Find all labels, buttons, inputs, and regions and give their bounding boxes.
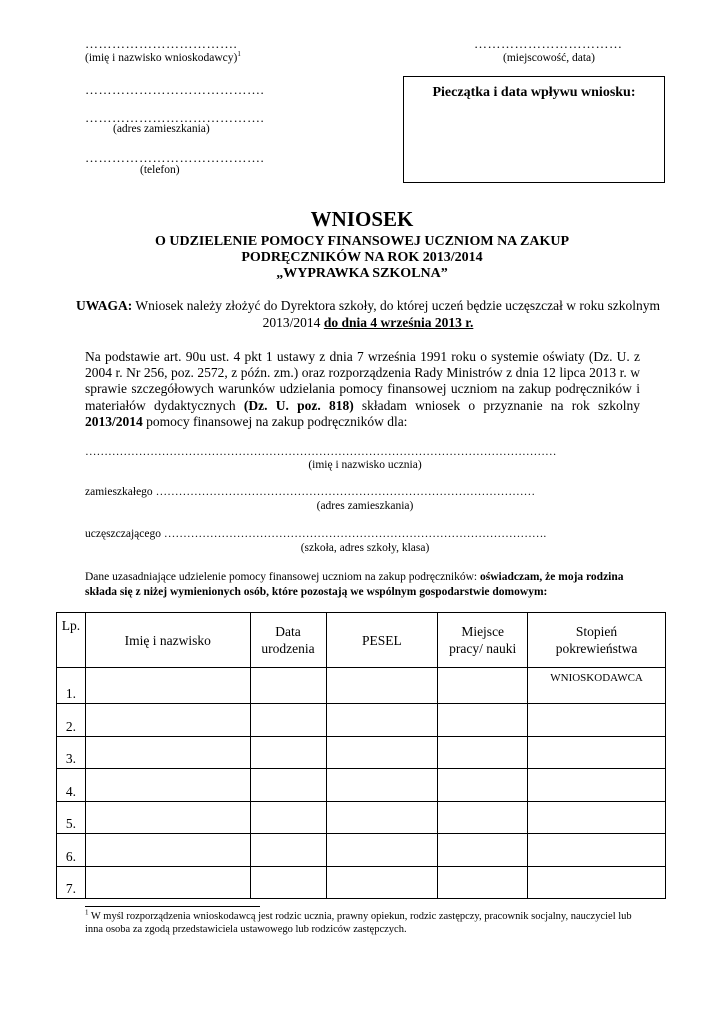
household-declaration: oświadczam, że moja rodzina składa się z niżej wymienionych osób, które pozostają we wspólnym gospodarstwie domowym:	[85, 571, 624, 598]
row-number: 2.	[57, 704, 86, 737]
table-row	[57, 866, 666, 899]
relation-cell[interactable]	[528, 801, 666, 834]
pesel-cell[interactable]	[326, 704, 438, 737]
table-row	[57, 801, 666, 834]
row-number: 1.	[57, 668, 86, 704]
form-subtitle-line-2: PODRĘCZNIKÓW NA ROK 2013/2014	[241, 250, 483, 265]
place-cell[interactable]	[438, 668, 528, 704]
place-cell[interactable]	[438, 736, 528, 769]
header-relation-1: Stopień	[575, 624, 618, 639]
table-row	[57, 736, 666, 769]
stamp-title: Pieczątka i data wpływu wniosku:	[432, 85, 636, 100]
table-header-row	[57, 613, 666, 668]
student-name-label: (imię i nazwisko ucznia)	[308, 459, 422, 471]
pesel-cell[interactable]	[326, 801, 438, 834]
pesel-cell[interactable]	[326, 769, 438, 802]
relation-cell[interactable]	[528, 769, 666, 802]
applicant-name-label-text: (imię i nazwisko wnioskodawcy)	[85, 52, 238, 64]
birth-cell[interactable]	[250, 769, 326, 802]
address-dots-2: ………………………………….	[85, 110, 265, 125]
row-number: 4.	[57, 769, 86, 802]
phone-dots: ………………………………….	[85, 150, 265, 165]
school-field[interactable]	[85, 528, 645, 540]
place-cell[interactable]	[438, 834, 528, 867]
header-birth-2: urodzenia	[261, 641, 315, 656]
header-pesel: PESEL	[326, 613, 438, 668]
form-title: WNIOSEK	[310, 207, 414, 231]
school-label: (szkoła, adres szkoły, klasa)	[300, 542, 430, 554]
birth-cell[interactable]	[250, 736, 326, 769]
header-relation	[528, 613, 666, 668]
school-dots: ……………………………………………………………………………………….	[163, 528, 547, 540]
address-dots-1: ………………………………….	[85, 82, 265, 97]
name-cell[interactable]	[85, 834, 250, 867]
footnote	[85, 910, 645, 936]
table-row	[57, 834, 666, 867]
form-subtitle-line-1: O UDZIELENIE POMOCY FINANSOWEJ UCZNIOM NA ZAKUP	[154, 234, 570, 249]
notice	[70, 297, 666, 331]
name-cell[interactable]	[85, 736, 250, 769]
row-number: 5.	[57, 801, 86, 834]
table-row	[57, 668, 666, 704]
name-cell[interactable]	[85, 704, 250, 737]
legal-basis-paragraph	[85, 349, 640, 430]
header-birth-date	[250, 613, 326, 668]
place-cell[interactable]	[438, 801, 528, 834]
header-relation-2: pokrewieństwa	[555, 641, 638, 656]
header-lp: Lp.	[57, 613, 86, 668]
footnote-text: W myśl rozporządzenia wnioskodawcą jest rodzic ucznia, prawny opiekun, rodzic zastępczy, pracownik socjalny, nauczyciel lub inna osoba za zgodą przedstawiciela ustawowego lub rodziców zastępczych.	[85, 911, 632, 935]
table-row	[57, 769, 666, 802]
legal-reference: (Dz. U. poz. 818)	[243, 397, 354, 413]
birth-cell[interactable]	[250, 801, 326, 834]
legal-text-1: Na podstawie art. 90u ust. 4 pkt 1 ustawy z dnia 7 września 1991 roku o systemie oświaty (Dz. U. z 2004 r. Nr 256, poz. 2572, z późn. zm.) oraz rozporządzenia Rady Ministrów z dnia 12 lipca 2013 r. w sprawie szczegółowych warunków udzielania pomocy finansowej uczniom na zakup podręczników i materiałów dydaktycznych	[85, 349, 640, 413]
header-place-1: Miejsce	[461, 624, 505, 639]
applicant-name-dots: …………………………….	[85, 36, 238, 51]
footnote-divider	[85, 906, 260, 907]
header-place	[438, 613, 528, 668]
school-prefix: uczęszczającego	[85, 528, 164, 540]
footnote-ref: 1	[237, 50, 241, 59]
student-residence-label: (adres zamieszkania)	[316, 500, 414, 512]
relation-cell[interactable]	[528, 704, 666, 737]
birth-cell[interactable]	[250, 704, 326, 737]
place-cell[interactable]	[438, 704, 528, 737]
relation-cell[interactable]	[528, 866, 666, 899]
row-number: 3.	[57, 736, 86, 769]
table-row	[57, 704, 666, 737]
notice-text: Wniosek należy złożyć do Dyrektora szkoły, do której uczeń będzie uczęszczał w roku szkolnym 2013/2014	[132, 298, 661, 330]
residence-dots: ………………………………………………………………………………………	[155, 486, 536, 498]
place-cell[interactable]	[438, 769, 528, 802]
student-name-field[interactable]: ……………………………………………………………………………………………………………	[85, 446, 557, 458]
birth-cell[interactable]	[250, 668, 326, 704]
name-cell[interactable]	[85, 668, 250, 704]
pesel-cell[interactable]	[326, 668, 438, 704]
relation-cell[interactable]: WNIOSKODAWCA	[528, 668, 666, 704]
pesel-cell[interactable]	[326, 866, 438, 899]
relation-cell[interactable]	[528, 834, 666, 867]
school-year: 2013/2014	[85, 413, 143, 429]
household-members-table	[56, 612, 666, 899]
household-intro: Dane uzasadniające udzielenie pomocy finansowej uczniom na zakup podręczników:	[85, 571, 480, 583]
stamp-box	[403, 76, 665, 183]
phone-label: (telefon)	[140, 164, 180, 176]
place-date-label: (miejscowość, data)	[503, 52, 595, 64]
place-cell[interactable]	[438, 866, 528, 899]
name-cell[interactable]	[85, 769, 250, 802]
row-number: 7.	[57, 866, 86, 899]
address-label: (adres zamieszkania)	[113, 123, 210, 135]
form-subtitle-line-3: „WYPRAWKA SZKOLNA”	[276, 266, 448, 281]
row-number: 6.	[57, 834, 86, 867]
footnote-marker: 1	[85, 908, 89, 917]
birth-cell[interactable]	[250, 866, 326, 899]
legal-text-3: pomocy finansowej na zakup podręczników dla:	[142, 413, 408, 429]
pesel-cell[interactable]	[326, 834, 438, 867]
notice-deadline: do dnia 4 września 2013 r.	[323, 315, 474, 330]
header-name: Imię i nazwisko	[85, 613, 250, 668]
applicant-name-label	[85, 52, 241, 64]
residence-prefix: zamieszkałego	[85, 486, 156, 498]
relation-cell[interactable]	[528, 736, 666, 769]
student-residence-field[interactable]	[85, 486, 645, 498]
notice-label: UWAGA:	[75, 298, 133, 313]
birth-cell[interactable]	[250, 834, 326, 867]
name-cell[interactable]	[85, 801, 250, 834]
header-birth-1: Data	[275, 624, 301, 639]
legal-text-2: składam wniosek o przyznanie na rok szkolny	[353, 397, 640, 413]
name-cell[interactable]	[85, 866, 250, 899]
pesel-cell[interactable]	[326, 736, 438, 769]
household-info	[85, 570, 645, 600]
place-date-dots: ……………………………	[474, 36, 623, 51]
header-place-2: pracy/ nauki	[449, 641, 517, 656]
